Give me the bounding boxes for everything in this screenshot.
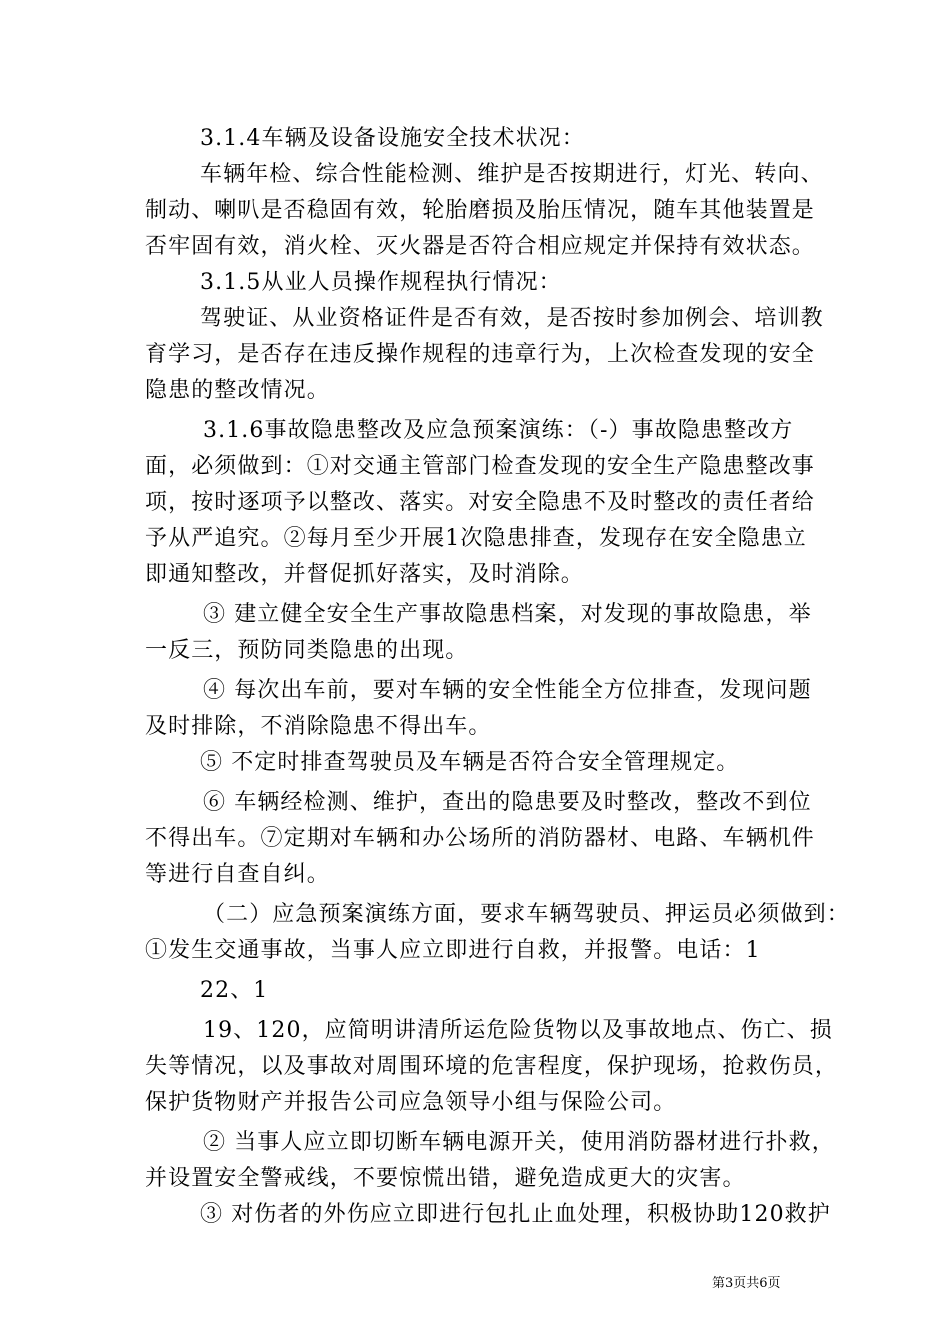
paragraph-line: 等进行自查自纠。 [145, 862, 330, 887]
paragraph-line: 予从严追究。②每月至少开展1次隐患排查，发现存在安全隐患立 [145, 526, 807, 551]
paragraph-line: 一反三，预防同类隐患的出现。 [145, 638, 469, 663]
paragraph-line: 不得出车。⑦定期对车辆和办公场所的消防器材、电路、车辆机件 [145, 826, 815, 851]
paragraph-line: 22、1 [200, 978, 269, 1003]
section-heading-emergency: （二）应急预案演练方面，要求车辆驾驶员、押运员必须做到： [203, 902, 850, 927]
paragraph-line: 即通知整改，并督促抓好落实，及时消除。 [145, 562, 584, 587]
paragraph-line: 失等情况，以及事故对周围环境的危害程度，保护现场，抢救伤员， [145, 1054, 839, 1079]
list-item-3: ③ 建立健全安全生产事故隐患档案，对发现的事故隐患，举 [203, 602, 812, 627]
list-item-4: ④ 每次出车前，要对车辆的安全性能全方位排查，发现问题 [203, 678, 812, 703]
paragraph-line: 驾驶证、从业资格证件是否有效，是否按时参加例会、培训教 [200, 306, 824, 331]
paragraph-line: 制动、喇叭是否稳固有效，轮胎磨损及胎压情况，随车其他装置是 [145, 198, 815, 223]
paragraph-line: 及时排除，不消除隐患不得出车。 [145, 714, 492, 739]
paragraph-line: 项，按时逐项予以整改、落实。对安全隐患不及时整改的责任者给 [145, 490, 815, 515]
section-heading-3-1-4: 3.1.4车辆及设备设施安全技术状况： [200, 126, 585, 151]
paragraph-line: 19、120，应简明讲清所运危险货物以及事故地点、伤亡、损 [203, 1018, 833, 1043]
page-number: 第3页共6页 [712, 1276, 781, 1291]
paragraph-line: 保护货物财产并报告公司应急领导小组与保险公司。 [145, 1090, 677, 1115]
list-item-6: ⑥ 车辆经检测、维护，查出的隐患要及时整改，整改不到位 [203, 790, 812, 815]
paragraph-line: 育学习，是否存在违反操作规程的违章行为，上次检查发现的安全 [145, 342, 815, 367]
list-item-5: ⑤ 不定时排查驾驶员及车辆是否符合安全管理规定。 [200, 750, 740, 775]
paragraph-line: 隐患的整改情况。 [145, 378, 330, 403]
paragraph-line: 并设置安全警戒线，不要惊慌出错，避免造成更大的灾害。 [145, 1166, 746, 1191]
list-item-3: ③ 对伤者的外伤应立即进行包扎止血处理，积极协助120救护 [200, 1202, 831, 1227]
section-heading-3-1-5: 3.1.5从业人员操作规程执行情况： [200, 270, 562, 295]
paragraph-line: 面，必须做到：①对交通主管部门检查发现的安全生产隐患整改事 [145, 454, 815, 479]
list-item-2: ② 当事人应立即切断车辆电源开关，使用消防器材进行扑救， [203, 1130, 835, 1155]
paragraph-line: 否牢固有效，消火栓、灭火器是否符合相应规定并保持有效状态。 [145, 234, 815, 259]
paragraph-line: 车辆年检、综合性能检测、维护是否按期进行，灯光、转向、 [200, 162, 824, 187]
paragraph-line: ①发生交通事故，当事人应立即进行自救，并报警。电话：1 [145, 938, 761, 963]
section-heading-3-1-6: 3.1.6事故隐患整改及应急预案演练：（-）事故隐患整改方 [203, 418, 794, 443]
